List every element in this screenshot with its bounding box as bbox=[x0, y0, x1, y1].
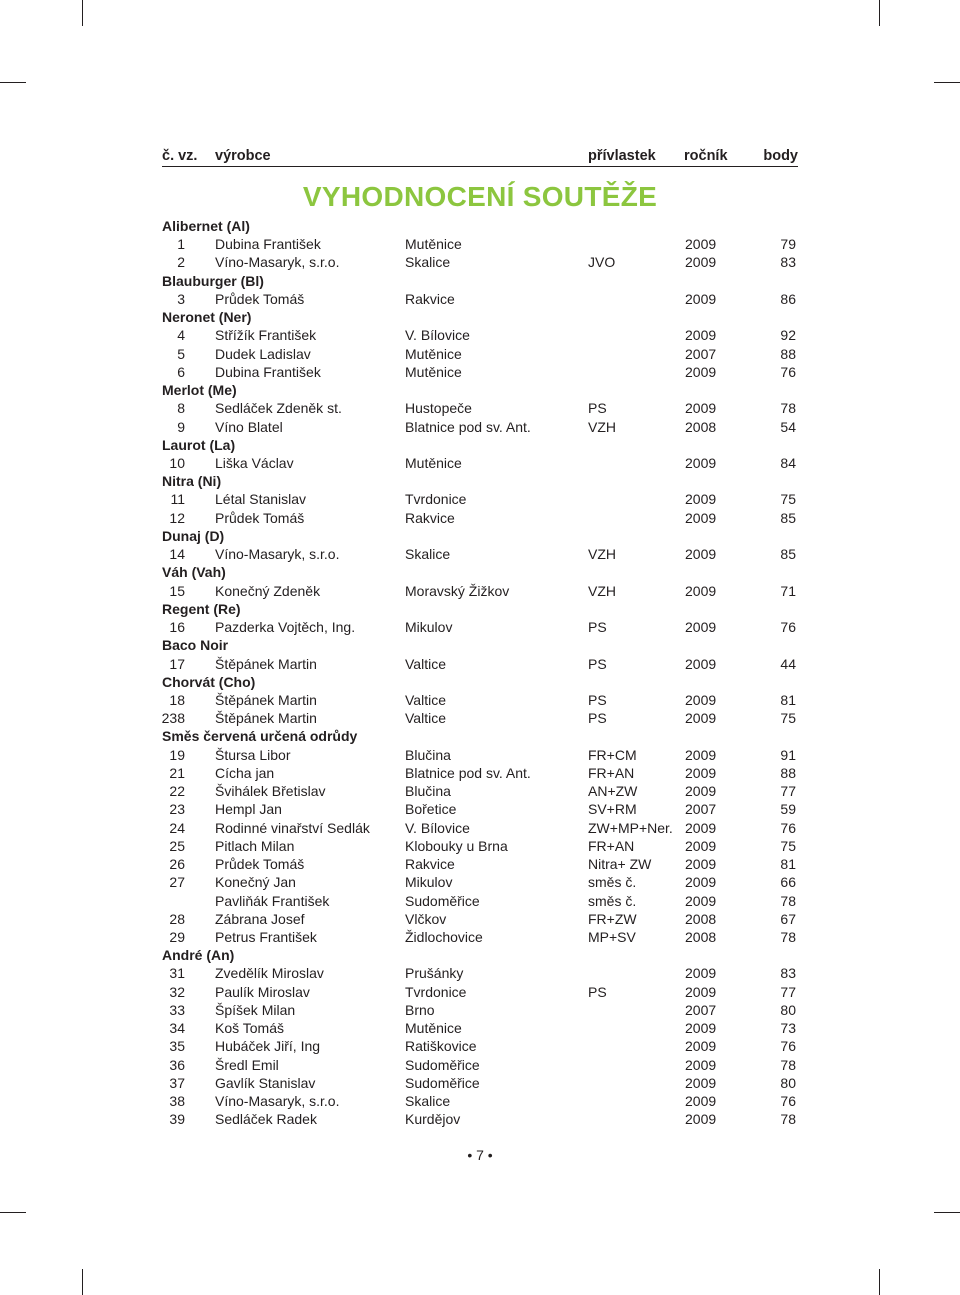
entry-year: 2007 bbox=[685, 345, 717, 362]
entry-number: 17 bbox=[169, 655, 185, 672]
entry-points: 81 bbox=[780, 691, 796, 708]
category-name: Baco Noir bbox=[162, 637, 229, 654]
entry-place: Sudoměřice bbox=[405, 1056, 480, 1073]
entry-producer: Gavlík Stanislav bbox=[215, 1074, 316, 1091]
category-name: Chorvát (Cho) bbox=[162, 673, 256, 690]
entry-points: 75 bbox=[780, 491, 796, 508]
category-name: Směs červená určená odrůdy bbox=[162, 728, 358, 745]
entry-year: 2009 bbox=[685, 691, 717, 708]
entry-points: 85 bbox=[780, 546, 796, 563]
entry-year: 2009 bbox=[685, 582, 717, 599]
table-row bbox=[0, 1037, 960, 1055]
entry-number: 11 bbox=[170, 491, 185, 508]
entry-place: Mutěnice bbox=[405, 1020, 462, 1037]
entry-year: 2009 bbox=[685, 655, 717, 672]
entry-points: 78 bbox=[780, 892, 796, 909]
entry-year: 2009 bbox=[685, 546, 717, 563]
entry-points: 86 bbox=[780, 290, 796, 307]
category-name: Alibernet (Al) bbox=[162, 218, 250, 234]
table-row bbox=[0, 855, 960, 873]
entry-year: 2009 bbox=[685, 710, 717, 727]
entry-number: 34 bbox=[169, 1020, 185, 1037]
crop-mark bbox=[82, 0, 83, 26]
entry-place: Rakvice bbox=[405, 856, 455, 873]
entry-place: Skalice bbox=[405, 254, 451, 271]
entry-number: 238 bbox=[161, 710, 185, 727]
entry-place: V. Bílovice bbox=[405, 819, 470, 836]
category-heading bbox=[0, 436, 960, 454]
entry-year: 2009 bbox=[685, 783, 717, 800]
entry-attribute: SV+RM bbox=[588, 801, 637, 818]
page-title bbox=[0, 181, 960, 213]
category-heading bbox=[0, 472, 960, 490]
entry-place: Vlčkov bbox=[405, 910, 447, 927]
entry-producer: Víno-Masaryk, s.r.o. bbox=[215, 254, 340, 271]
table-row bbox=[0, 618, 960, 636]
entry-number: 23 bbox=[169, 801, 185, 818]
table-row bbox=[0, 1092, 960, 1110]
table-row bbox=[0, 873, 960, 891]
entry-place: Mutěnice bbox=[405, 363, 462, 380]
entry-number: 18 bbox=[169, 691, 185, 708]
entry-producer: Průdek Tomáš bbox=[215, 856, 305, 873]
entry-attribute: FR+CM bbox=[588, 746, 637, 763]
page-number: • 7 • bbox=[467, 1147, 493, 1163]
entry-producer: Dubina František bbox=[215, 363, 321, 380]
entry-points: 76 bbox=[780, 619, 796, 636]
entry-producer: Zábrana Josef bbox=[215, 910, 305, 927]
entry-attribute: PS bbox=[588, 983, 607, 1000]
entry-number: 31 bbox=[169, 965, 185, 982]
entry-place: V. Bílovice bbox=[405, 327, 470, 344]
entry-producer: Švihálek Břetislav bbox=[215, 783, 326, 800]
category-heading bbox=[0, 600, 960, 618]
entry-producer: Sedláček Zdeněk st. bbox=[215, 400, 342, 417]
entry-number: 28 bbox=[169, 910, 185, 927]
entry-points: 76 bbox=[780, 1093, 796, 1110]
crop-mark bbox=[934, 82, 960, 83]
entry-points: 76 bbox=[780, 1038, 796, 1055]
entry-producer: Konečný Jan bbox=[215, 874, 296, 891]
category-heading bbox=[0, 272, 960, 290]
entry-producer: Pitlach Milan bbox=[215, 837, 295, 854]
table-row bbox=[0, 545, 960, 563]
table-row bbox=[0, 399, 960, 417]
entry-year: 2009 bbox=[685, 254, 717, 271]
table-row bbox=[0, 454, 960, 472]
entry-points: 88 bbox=[780, 345, 796, 362]
entry-attribute: PS bbox=[588, 400, 607, 417]
entry-number: 24 bbox=[169, 819, 185, 836]
table-row bbox=[0, 418, 960, 436]
table-row bbox=[0, 928, 960, 946]
category-name: Nitra (Ni) bbox=[162, 473, 222, 490]
entry-points: 91 bbox=[780, 746, 796, 763]
category-name: Neronet (Ner) bbox=[162, 309, 252, 326]
entry-producer: Štěpánek Martin bbox=[215, 655, 317, 672]
entry-number: 19 bbox=[169, 746, 185, 763]
entry-number: 2 bbox=[177, 254, 185, 271]
entry-attribute: PS bbox=[588, 691, 607, 708]
entry-points: 81 bbox=[780, 856, 796, 873]
entry-points: 44 bbox=[780, 655, 796, 672]
entry-number: 1 bbox=[177, 236, 185, 253]
entry-place: Mikulov bbox=[405, 619, 453, 636]
entry-year: 2009 bbox=[685, 290, 717, 307]
entry-attribute: PS bbox=[588, 655, 607, 672]
entry-number: 9 bbox=[177, 418, 185, 435]
entry-attribute: směs č. bbox=[588, 892, 637, 909]
table-row bbox=[0, 1056, 960, 1074]
entry-points: 75 bbox=[780, 837, 796, 854]
entry-year: 2009 bbox=[685, 454, 717, 471]
entry-number: 33 bbox=[169, 1001, 185, 1018]
entry-number: 15 bbox=[169, 582, 185, 599]
entry-place: Sudoměřice bbox=[405, 1074, 480, 1091]
entry-attribute: JVO bbox=[588, 254, 616, 271]
table-row bbox=[0, 910, 960, 928]
entry-place: Valtice bbox=[405, 710, 446, 727]
table-row bbox=[0, 1019, 960, 1037]
entry-attribute: směs č. bbox=[588, 874, 637, 891]
category-name: Merlot (Me) bbox=[162, 382, 237, 399]
entry-year: 2009 bbox=[685, 619, 717, 636]
entry-producer: Sedláček Radek bbox=[215, 1111, 317, 1128]
entry-place: Blatnice pod sv. Ant. bbox=[405, 764, 531, 781]
entry-producer: Štěpánek Martin bbox=[215, 691, 317, 708]
entry-producer: Hubáček Jiří, Ing bbox=[215, 1038, 321, 1055]
entry-place: Židlochovice bbox=[405, 928, 483, 945]
entry-producer: Šredl Emil bbox=[215, 1056, 279, 1073]
entry-producer: Zvedělík Miroslav bbox=[215, 965, 324, 982]
entry-points: 67 bbox=[780, 910, 796, 927]
header-cislo: č. vz. bbox=[162, 148, 198, 164]
entry-place: Bořetice bbox=[405, 801, 457, 818]
entry-year: 2009 bbox=[685, 400, 717, 417]
entry-points: 79 bbox=[780, 236, 796, 253]
entry-number: 10 bbox=[169, 454, 185, 471]
entry-points: 83 bbox=[780, 965, 796, 982]
entry-place: Klobouky u Brna bbox=[405, 837, 508, 854]
entry-number: 4 bbox=[177, 327, 185, 344]
entry-points: 76 bbox=[780, 819, 796, 836]
entry-number: 14 bbox=[169, 546, 185, 563]
entry-year: 2009 bbox=[685, 1056, 717, 1073]
entry-points: 78 bbox=[780, 928, 796, 945]
entry-number: 16 bbox=[169, 619, 185, 636]
entry-year: 2009 bbox=[685, 491, 717, 508]
table-row bbox=[0, 691, 960, 709]
crop-mark bbox=[879, 0, 880, 26]
entry-year: 2009 bbox=[685, 1038, 717, 1055]
table-row bbox=[0, 582, 960, 600]
entry-number: 29 bbox=[169, 928, 185, 945]
entry-number: 8 bbox=[177, 400, 185, 417]
entry-place: Rakvice bbox=[405, 509, 455, 526]
table-row bbox=[0, 490, 960, 508]
table-row bbox=[0, 509, 960, 527]
table-row bbox=[0, 892, 960, 910]
entry-attribute: PS bbox=[588, 619, 607, 636]
entry-year: 2009 bbox=[685, 509, 717, 526]
table-row bbox=[0, 235, 960, 253]
category-name: Dunaj (D) bbox=[162, 527, 225, 544]
entry-points: 85 bbox=[780, 509, 796, 526]
entry-producer: Pavliňák František bbox=[215, 892, 330, 909]
entry-year: 2008 bbox=[685, 910, 717, 927]
table-row bbox=[0, 1001, 960, 1019]
entry-producer: Cícha jan bbox=[215, 764, 275, 781]
entry-points: 78 bbox=[780, 400, 796, 417]
crop-mark bbox=[82, 1269, 83, 1295]
entry-place: Moravský Žižkov bbox=[405, 582, 510, 599]
table-row bbox=[0, 363, 960, 381]
entry-producer: Víno-Masaryk, s.r.o. bbox=[215, 546, 340, 563]
entry-producer: Víno Blatel bbox=[215, 418, 283, 435]
entry-producer: Dubina František bbox=[215, 236, 321, 253]
entry-place: Kurdějov bbox=[405, 1111, 461, 1128]
entry-attribute: VZH bbox=[588, 582, 616, 599]
table-row bbox=[0, 290, 960, 308]
entry-producer: Konečný Zdeněk bbox=[215, 582, 321, 599]
entry-producer: Liška Václav bbox=[215, 454, 294, 471]
entry-producer: Víno-Masaryk, s.r.o. bbox=[215, 1093, 340, 1110]
category-heading bbox=[0, 946, 960, 964]
table-row bbox=[0, 782, 960, 800]
entry-place: Valtice bbox=[405, 655, 446, 672]
entry-number: 35 bbox=[169, 1038, 185, 1055]
header-vyrobce: výrobce bbox=[215, 148, 271, 164]
table-row bbox=[0, 655, 960, 673]
entry-points: 77 bbox=[780, 983, 796, 1000]
entry-number: 12 bbox=[169, 509, 185, 526]
page-title-text: VYHODNOCENÍ SOUTĚŽE bbox=[302, 181, 658, 212]
table-row bbox=[0, 746, 960, 764]
entry-producer: Průdek Tomáš bbox=[215, 509, 305, 526]
entry-attribute: PS bbox=[588, 710, 607, 727]
entry-points: 54 bbox=[780, 418, 796, 435]
category-heading bbox=[0, 217, 960, 235]
entry-year: 2009 bbox=[685, 874, 717, 891]
header-body: body bbox=[763, 148, 798, 164]
entry-place: Mikulov bbox=[405, 874, 453, 891]
category-heading bbox=[0, 308, 960, 326]
entry-year: 2008 bbox=[685, 418, 717, 435]
entry-year: 2009 bbox=[685, 746, 717, 763]
entry-producer: Petrus František bbox=[215, 928, 317, 945]
table-header bbox=[162, 146, 798, 167]
entry-attribute: VZH bbox=[588, 418, 616, 435]
category-name: Laurot (La) bbox=[162, 436, 236, 453]
entry-producer: Dudek Ladislav bbox=[215, 345, 311, 362]
entry-number: 36 bbox=[169, 1056, 185, 1073]
entry-number: 37 bbox=[169, 1074, 185, 1091]
entry-points: 78 bbox=[780, 1056, 796, 1073]
table-row bbox=[0, 964, 960, 982]
entry-year: 2009 bbox=[685, 236, 717, 253]
entry-points: 75 bbox=[780, 710, 796, 727]
table-row bbox=[0, 1110, 960, 1128]
entry-attribute: MP+SV bbox=[588, 928, 636, 945]
table-row bbox=[0, 800, 960, 818]
category-heading bbox=[0, 636, 960, 654]
crop-mark bbox=[934, 1212, 960, 1213]
entry-year: 2009 bbox=[685, 856, 717, 873]
entry-number: 38 bbox=[169, 1093, 185, 1110]
entry-producer: Hempl Jan bbox=[215, 801, 282, 818]
entry-place: Tvrdonice bbox=[405, 491, 467, 508]
table-row bbox=[0, 345, 960, 363]
entry-producer: Létal Stanislav bbox=[215, 491, 307, 508]
entry-year: 2009 bbox=[685, 363, 717, 380]
entry-place: Skalice bbox=[405, 546, 451, 563]
entry-points: 88 bbox=[780, 764, 796, 781]
category-name: André (An) bbox=[162, 947, 235, 964]
entry-year: 2007 bbox=[685, 1001, 717, 1018]
entry-points: 83 bbox=[780, 254, 796, 271]
entry-points: 59 bbox=[780, 801, 796, 818]
entry-points: 84 bbox=[780, 454, 796, 471]
entry-producer: Pazderka Vojtěch, Ing. bbox=[215, 619, 356, 636]
entry-producer: Rodinné vinařství Sedlák bbox=[215, 819, 370, 836]
entry-producer: Koš Tomáš bbox=[215, 1020, 284, 1037]
entry-year: 2009 bbox=[685, 1093, 717, 1110]
entry-number: 25 bbox=[169, 837, 185, 854]
table-row bbox=[0, 709, 960, 727]
entry-number: 5 bbox=[177, 345, 185, 362]
entry-producer: Paulík Miroslav bbox=[215, 983, 310, 1000]
entry-place: Blučina bbox=[405, 783, 451, 800]
entry-year: 2007 bbox=[685, 801, 717, 818]
entry-year: 2009 bbox=[685, 983, 717, 1000]
category-heading bbox=[0, 727, 960, 745]
category-heading bbox=[0, 563, 960, 581]
entry-place: Mutěnice bbox=[405, 345, 462, 362]
entry-place: Ratiškovice bbox=[405, 1038, 477, 1055]
entry-number: 21 bbox=[169, 764, 185, 781]
entry-year: 2009 bbox=[685, 819, 717, 836]
entry-producer: Štursa Libor bbox=[215, 746, 291, 763]
table-row bbox=[0, 1074, 960, 1092]
table-row bbox=[0, 983, 960, 1001]
entry-place: Sudoměřice bbox=[405, 892, 480, 909]
table-row bbox=[0, 253, 960, 271]
entry-place: Rakvice bbox=[405, 290, 455, 307]
category-heading bbox=[0, 673, 960, 691]
entry-year: 2009 bbox=[685, 1074, 717, 1091]
entry-attribute: Nitra+ ZW bbox=[588, 856, 652, 873]
crop-mark bbox=[879, 1269, 880, 1295]
entry-year: 2008 bbox=[685, 928, 717, 945]
header-privlastek: přívlastek bbox=[588, 148, 656, 164]
table-row bbox=[0, 326, 960, 344]
entry-place: Prušánky bbox=[405, 965, 464, 982]
crop-mark bbox=[0, 82, 26, 83]
entry-attribute: AN+ZW bbox=[588, 783, 638, 800]
entry-number: 39 bbox=[169, 1111, 185, 1128]
entry-place: Blučina bbox=[405, 746, 451, 763]
entry-number: 26 bbox=[169, 856, 185, 873]
entry-place: Valtice bbox=[405, 691, 446, 708]
category-heading bbox=[0, 381, 960, 399]
entry-points: 66 bbox=[780, 874, 796, 891]
entry-year: 2009 bbox=[685, 764, 717, 781]
table-row bbox=[0, 819, 960, 837]
entry-place: Blatnice pod sv. Ant. bbox=[405, 418, 531, 435]
entry-attribute: FR+AN bbox=[588, 837, 635, 854]
entry-number: 27 bbox=[169, 874, 185, 891]
entry-points: 77 bbox=[780, 783, 796, 800]
entry-year: 2009 bbox=[685, 837, 717, 854]
entry-attribute: VZH bbox=[588, 546, 616, 563]
entry-year: 2009 bbox=[685, 892, 717, 909]
entry-attribute: FR+AN bbox=[588, 764, 635, 781]
entry-producer: Průdek Tomáš bbox=[215, 290, 305, 307]
entry-points: 78 bbox=[780, 1111, 796, 1128]
table-row bbox=[0, 837, 960, 855]
entry-attribute: FR+ZW bbox=[588, 910, 637, 927]
entry-year: 2009 bbox=[685, 965, 717, 982]
table-row bbox=[0, 764, 960, 782]
entry-points: 76 bbox=[780, 363, 796, 380]
entry-producer: Střížík František bbox=[215, 327, 317, 344]
header-rocnik: ročník bbox=[684, 148, 728, 164]
entry-points: 73 bbox=[780, 1020, 796, 1037]
entry-points: 80 bbox=[780, 1074, 796, 1091]
entry-number: 32 bbox=[169, 983, 185, 1000]
entry-year: 2009 bbox=[685, 327, 717, 344]
entry-place: Brno bbox=[405, 1001, 435, 1018]
entry-number: 6 bbox=[177, 363, 185, 380]
entry-year: 2009 bbox=[685, 1111, 717, 1128]
category-name: Váh (Vah) bbox=[162, 564, 226, 581]
entry-points: 71 bbox=[780, 582, 796, 599]
entry-place: Skalice bbox=[405, 1093, 451, 1110]
entry-producer: Špíšek Milan bbox=[215, 1001, 296, 1018]
entry-number: 3 bbox=[177, 290, 185, 307]
category-name: Regent (Re) bbox=[162, 600, 241, 617]
entry-producer: Štěpánek Martin bbox=[215, 710, 317, 727]
entry-place: Mutěnice bbox=[405, 236, 462, 253]
category-name: Blauburger (Bl) bbox=[162, 272, 264, 289]
entry-number: 22 bbox=[169, 783, 185, 800]
entry-attribute: ZW+MP+Ner. bbox=[588, 819, 673, 836]
category-heading bbox=[0, 527, 960, 545]
entry-points: 92 bbox=[780, 327, 796, 344]
entry-place: Tvrdonice bbox=[405, 983, 467, 1000]
crop-mark bbox=[0, 1212, 26, 1213]
entry-points: 80 bbox=[780, 1001, 796, 1018]
entry-year: 2009 bbox=[685, 1020, 717, 1037]
entry-place: Hustopeče bbox=[405, 400, 472, 417]
entry-place: Mutěnice bbox=[405, 454, 462, 471]
